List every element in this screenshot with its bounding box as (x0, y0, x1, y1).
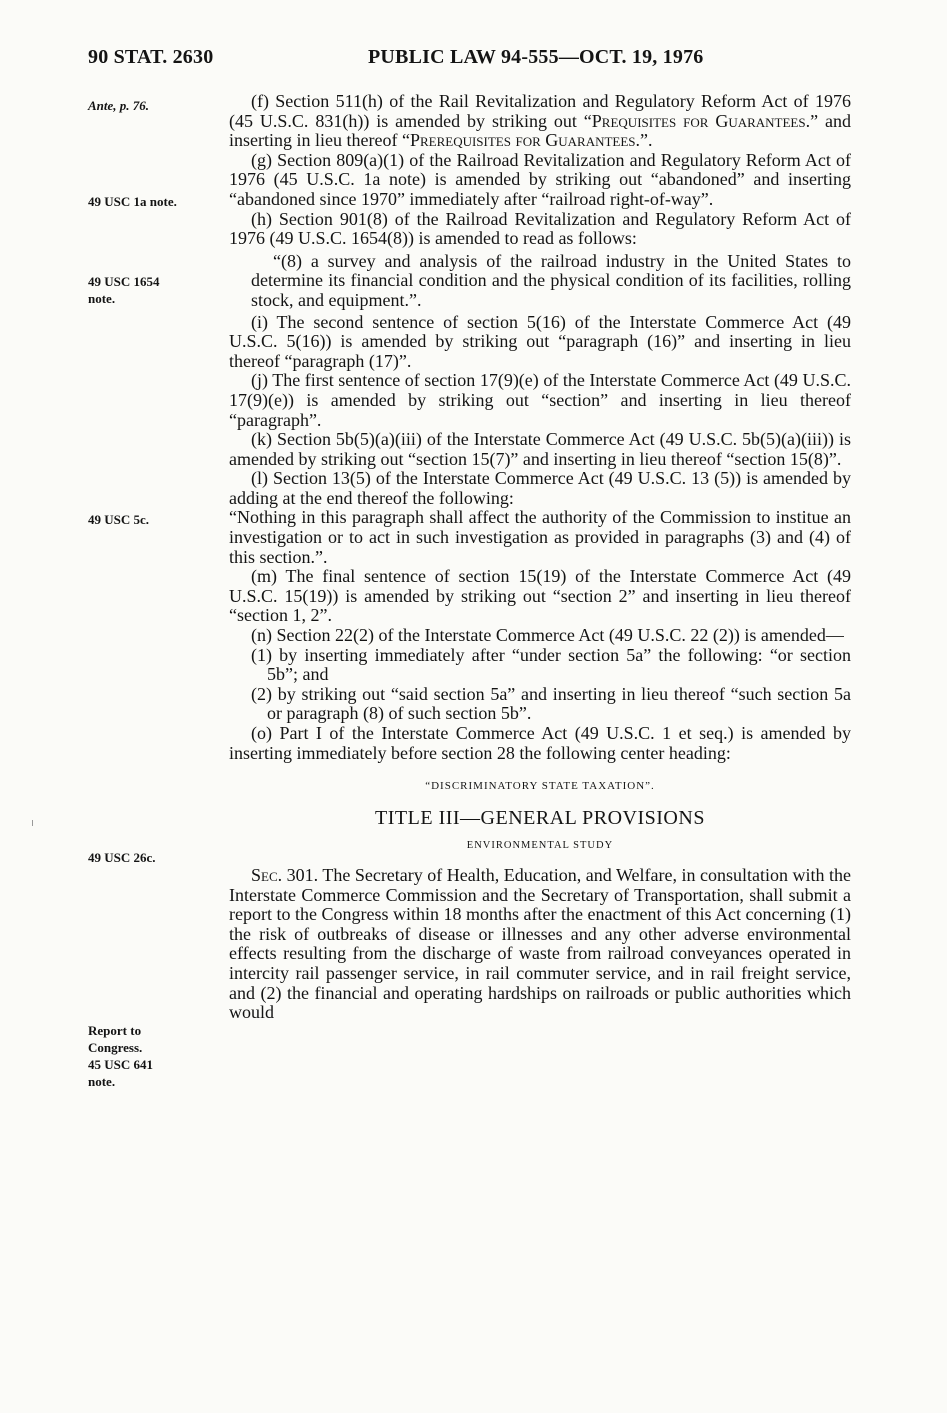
public-law-title: PUBLIC LAW 94-555—OCT. 19, 1976 (368, 46, 704, 68)
margin-note-line: Congress. (88, 1040, 143, 1055)
margin-note-line: Report to (88, 1023, 142, 1038)
margin-note-usc-1a: 49 USC 1a note. (88, 194, 177, 209)
paragraph-g: (g) Section 809(a)(1) of the Railroad Revitalization and Regulatory Reform Act of 1976 (45 U.S.C. 1a note) is amended by striking out “abandoned” and inserting “abandoned since 1970” immediately after “railroad right-of-way”. (229, 149, 851, 209)
margin-note-line: 45 USC 641 (88, 1057, 154, 1072)
paragraph-n: (n) Section 22(2) of the Interstate Commerce Act (49 U.S.C. 22 (2)) is amended— (251, 625, 844, 646)
stat-citation: 90 STAT. 2630 (88, 46, 214, 68)
margin-note-usc-26c: 49 USC 26c. (88, 850, 156, 865)
margin-note-ante: Ante, p. 76. (88, 98, 150, 113)
section-301-text: The Secretary of Health, Education, and Welfare, in consultation with the Interstate Commerce Commission and the Secretary of Transportation, shall submit a report to the Congress within 18 months after the enactment of this Act concerning (1) the risk of outbreaks of disease or illnesses and any other adverse environmental effects resulting from the discharge of waste from railroad conveyances operated in intercity rail passenger service, in rail commuter service, and in rail freight service, and (2) the financial and operating hardships on railroads or public authorities which would (229, 864, 851, 1023)
margin-note-report (88, 1022, 153, 1090)
paragraph-l-quote: “Nothing in this paragraph shall affect the authority of the Commission to institue an investigation or to act in such investigation as provided in paragraphs (3) and (4) of this section.”. (229, 507, 851, 567)
paragraph-h-quote: “(8) a survey and analysis of the railroad industry in the United States to determine its financial condition and the physical condition of its facilities, rolling stock, and equipment.”. (251, 250, 851, 310)
paragraph-m: (m) The final sentence of section 15(19) of the Interstate Commerce Act (49 U.S.C. 15(19)) is amended by striking out “section 2” and inserting in lieu thereof “section 1, 2”. (229, 566, 851, 626)
section-301 (229, 866, 851, 1023)
center-heading-quote: “DISCRIMINATORY STATE TAXATION”. (425, 780, 655, 793)
margin-note-line: note. (88, 1074, 116, 1089)
law-text (229, 92, 851, 1023)
small-caps-text: Prequisites for Guarantees (591, 110, 806, 131)
small-caps-text: Prerequisites for Guarantees (409, 130, 636, 151)
paragraph-f (229, 92, 851, 151)
text-run: .” and inserting in lieu thereof “ (229, 110, 851, 151)
paragraph-h: (h) Section 901(8) of the Railroad Revitalization and Regulatory Reform Act of 1976 (49 U.S.C. 1654(8)) is amended to read as follows: (229, 208, 851, 249)
paragraph-j: (j) The first sentence of section 17(9)(e) of the Interstate Commerce Act (49 U.S.C. 17(9)(e)) is amended by striking out “section” and inserting in lieu thereof “paragraph”. (229, 370, 851, 430)
section-subheading: ENVIRONMENTAL STUDY (466, 840, 614, 852)
paragraph-n-1: (1) by inserting immediately after “under section 5a” the following: “or section 5b”; and (251, 644, 851, 685)
paragraph-k: (k) Section 5b(5)(a)(iii) of the Interstate Commerce Act (49 U.S.C. 5b(5)(a)(iii)) is amended by striking out “section 15(7)” and inserting in lieu thereof “section 15(8)”. (229, 429, 851, 469)
title-heading: TITLE III—GENERAL PROVISIONS (375, 806, 705, 829)
paragraph-l: (l) Section 13(5) of the Interstate Commerce Act (49 U.S.C. 13 (5)) is amended by adding at the end thereof the following: (229, 468, 851, 508)
margin-note-line: 49 USC 1654 (88, 274, 160, 289)
text-run: (f) Section 511(h) of the Rail Revitalization and Regulatory Reform Act of 1976 (45 U.S.C. 831(h)) is amended by striking out “ (229, 91, 851, 131)
paragraph-i: (i) The second sentence of section 5(16) of the Interstate Commerce Act (49 U.S.C. 5(16)) is amended by striking out “paragraph (16)” and inserting in lieu thereof “paragraph (17)”. (229, 311, 851, 371)
section-label: Sec. 301. (251, 864, 319, 885)
margin-note-line: note. (88, 291, 116, 306)
margin-note-usc-1654 (88, 273, 160, 307)
paragraph-o: (o) Part I of the Interstate Commerce Act (49 U.S.C. 1 et seq.) is amended by inserting immediately before section 28 the following center heading: (229, 723, 851, 763)
scan-mark (32, 820, 33, 826)
text-run: .”. (635, 130, 653, 151)
paragraph-n-2: (2) by striking out “said section 5a” and inserting in lieu thereof “such section 5a or paragraph (8) of such section 5b”. (251, 683, 851, 724)
margin-note-usc-5c: 49 USC 5c. (88, 512, 150, 527)
